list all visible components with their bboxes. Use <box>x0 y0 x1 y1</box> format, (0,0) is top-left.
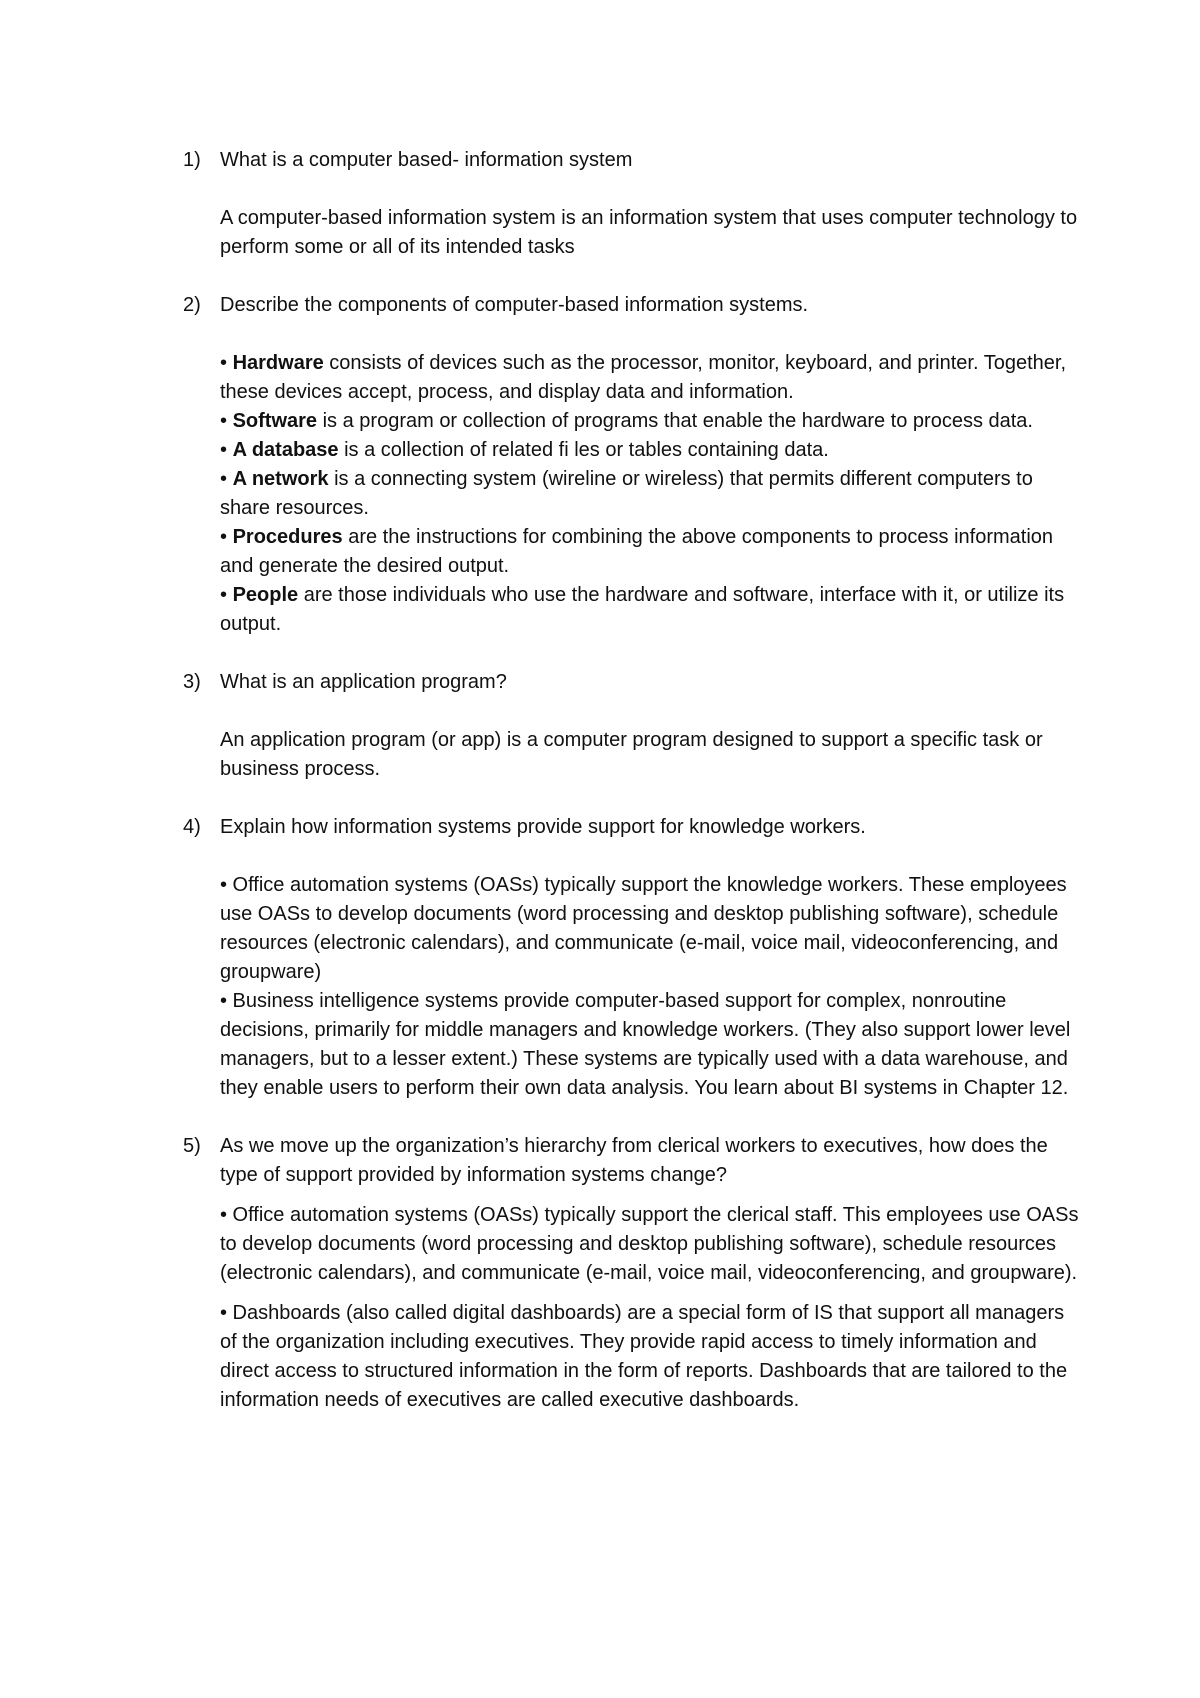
question-text: What is a computer based- information system <box>220 149 633 171</box>
bullet: • <box>220 526 228 548</box>
bullet: • <box>220 352 228 374</box>
component-item-database <box>220 436 1083 465</box>
question-number: 2) <box>183 294 201 316</box>
question-text: What is an application program? <box>220 671 507 693</box>
question-2 <box>183 291 1083 320</box>
question-number: 1) <box>183 149 201 171</box>
bullet: • <box>220 410 228 432</box>
answer-paragraph: • Business intelligence systems provide computer-based support for complex, nonroutine decisions, primarily for middle managers and knowledge workers. (They also support lower level managers, but to a lesser extent.) These systems are typically used with a data warehouse, and they enable users to perform their own data analysis. You learn about BI systems in Chapter 12. <box>220 990 1071 1099</box>
term: Hardware <box>232 352 324 374</box>
definition: is a connecting system (wireline or wireless) that permits different computers to share resources. <box>220 468 1033 519</box>
answer-5 <box>220 1201 1083 1415</box>
answer-2-list <box>220 349 1083 639</box>
bullet: • <box>220 468 228 490</box>
question-4 <box>183 813 1083 842</box>
question-text: Explain how information systems provide support for knowledge workers. <box>220 816 866 838</box>
answer-paragraph: • Office automation systems (OASs) typically support the clerical staff. This employees use OASs to develop documents (word processing and desktop publishing software), schedule resources (electronic calendars), and communicate (e-mail, voice mail, videoconferencing, and groupware). <box>220 1204 1079 1284</box>
answer-3: An application program (or app) is a computer program designed to support a specific task or business process. <box>220 729 1043 780</box>
question-5 <box>183 1132 1083 1190</box>
bullet: • <box>220 439 228 461</box>
answer-paragraph: • Dashboards (also called digital dashboards) are a special form of IS that support all managers of the organization including executives. They provide rapid access to timely information and direct access to structured information in the form of reports. Dashboards that are tailored to the information needs of executives are called executive dashboards. <box>220 1302 1068 1411</box>
question-text: As we move up the organization’s hierarchy from clerical workers to executives, how does the type of support provided by information systems change? <box>220 1135 1048 1186</box>
definition: are the instructions for combining the above components to process information and generate the desired output. <box>220 526 1054 577</box>
component-item-network <box>220 465 1083 523</box>
bullet: • <box>220 584 228 606</box>
definition: are those individuals who use the hardware and software, interface with it, or utilize its output. <box>220 584 1065 635</box>
question-3 <box>183 668 1083 697</box>
definition: is a collection of related fi les or tables containing data. <box>338 439 829 461</box>
question-1 <box>183 146 1083 175</box>
answer-1: A computer-based information system is an information system that uses computer technology to perform some or all of its intended tasks <box>220 207 1078 258</box>
component-item-software <box>220 407 1083 436</box>
question-text: Describe the components of computer-based information systems. <box>220 294 809 316</box>
answer-4 <box>220 871 1083 1103</box>
component-item-procedures <box>220 523 1083 581</box>
term: A network <box>232 468 329 490</box>
answer-paragraph: • Office automation systems (OASs) typically support the knowledge workers. These employees use OASs to develop documents (word processing and desktop publishing software), schedule resources (electronic calendars), and communicate (e-mail, voice mail, videoconferencing, and groupware) <box>220 874 1067 983</box>
question-number: 3) <box>183 671 201 693</box>
question-number: 4) <box>183 816 201 838</box>
component-item-people <box>220 581 1083 639</box>
definition: is a program or collection of programs that enable the hardware to process data. <box>317 410 1033 432</box>
question-number: 5) <box>183 1135 201 1157</box>
term: A database <box>232 439 339 461</box>
term: Procedures <box>232 526 343 548</box>
term: Software <box>232 410 318 432</box>
definition: consists of devices such as the processor, monitor, keyboard, and printer. Together, these devices accept, process, and display data and information. <box>220 352 1066 403</box>
term: People <box>232 584 299 606</box>
document-body <box>183 146 1083 1415</box>
component-item-hardware <box>220 349 1083 407</box>
